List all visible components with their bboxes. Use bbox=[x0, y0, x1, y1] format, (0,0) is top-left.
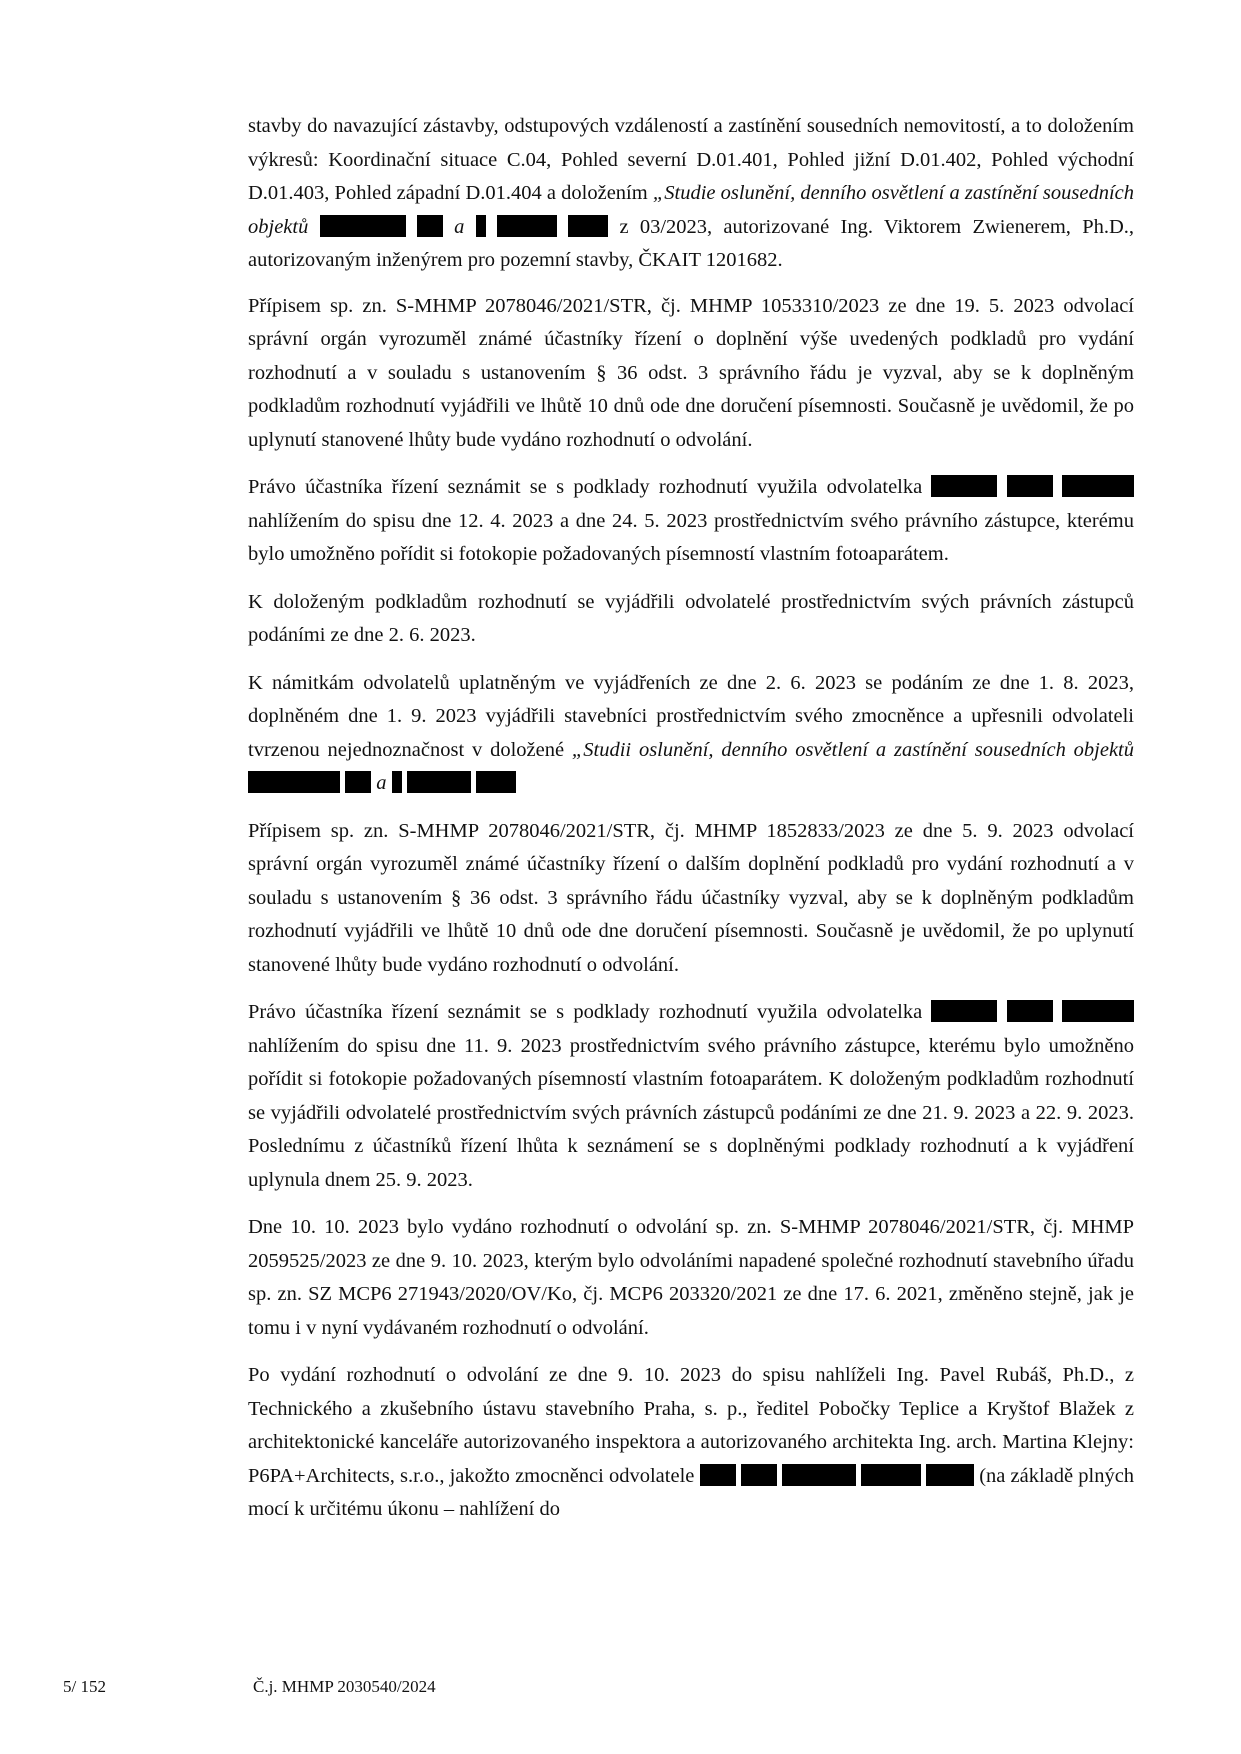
redaction bbox=[1062, 475, 1134, 497]
paragraph-2: Přípisem sp. zn. S-MHMP 2078046/2021/STR, čj. MHMP 1053310/2023 ze dne 19. 5. 2023 odvolací správní orgán vyrozuměl známé účastníky řízení o doplnění výše uvedených podkladů pro vydání rozhodnutí a v souladu s ustanovením § 36 odst. 3 správního řádu je vyzval, aby se k doplněným podkladům rozhodnutí vyjádřili ve lhůtě 10 dnů ode dne doručení písemnosti. Současně je uvědomil, že po uplynutí stanovené lhůty bude vydáno rozhodnutí o odvolání. bbox=[248, 294, 1134, 451]
paragraph-6: Přípisem sp. zn. S-MHMP 2078046/2021/STR, čj. MHMP 1852833/2023 ze dne 5. 9. 2023 odvolací správní orgán vyrozuměl známé účastníky řízení o dalším doplnění podkladů pro vydání rozhodnutí a v souladu s ustanovením § 36 odst. 3 správního řádu účastníky vyzval, aby se k doplněným podkladům rozhodnutí vyjádřili ve lhůtě 10 dnů ode dne doručení písemnosti. Současně je uvědomil, že po uplynutí stanovené lhůty bude vydáno rozhodnutí o odvolání. bbox=[248, 819, 1134, 976]
paragraph-7-text-end: nahlížením do spisu dne 11. 9. 2023 prostřednictvím svého právního zástupce, kterému bylo umožněno pořídit si fotokopie požadovaných písemností vlastním fotoaparátem. K doloženým podkladům rozhodnutí se vyjádřili odvolatelé prostřednictvím svých právních zástupců podáními ze dne 21. 9. 2023 a 22. 9. 2023. Poslednímu z účastníků řízení lhůta k seznámení se s doplněnými podklady rozhodnutí a k vyjádření uplynula dnem 25. 9. 2023. bbox=[248, 1034, 1134, 1191]
study-title: „Studii oslunění, denního osvětlení a zastínění sousedních objektů bbox=[571, 738, 1134, 761]
page-number: 5/ 152 bbox=[63, 1677, 106, 1696]
document-body bbox=[248, 110, 1134, 1541]
document-reference: Č.j. MHMP 2030540/2024 bbox=[253, 1677, 436, 1696]
paragraph-7 bbox=[248, 996, 1134, 1197]
redaction bbox=[320, 215, 406, 237]
paragraph-9-text-end: (na základě plných mocí k určitému úkonu – nahlížení do bbox=[248, 1464, 1135, 1520]
paragraph-3-text: Právo účastníka řízení seznámit se s podklady rozhodnutí využila odvolatelka bbox=[248, 476, 923, 498]
paragraph-4: K doloženým podkladům rozhodnutí se vyjádřili odvolatelé prostřednictvím svých právních zástupců podáními ze dne 2. 6. 2023. bbox=[248, 590, 1134, 646]
paragraph-8: Dne 10. 10. 2023 bylo vydáno rozhodnutí o odvolání sp. zn. S-MHMP 2078046/2021/STR, čj. MHMP 2059525/2023 ze dne 9. 10. 2023, kterým bylo odvoláními napadené společné rozhodnutí stavebního úřadu sp. zn. SZ MCP6 271943/2020/OV/Ko, čj. MCP6 203320/2021 ze dne 17. 6. 2021, změněno stejně, jak je tomu i v nyní vydávaném rozhodnutí o odvolání. bbox=[248, 1216, 1134, 1339]
redaction bbox=[1062, 1000, 1134, 1022]
redaction bbox=[345, 771, 371, 793]
redaction bbox=[1007, 475, 1053, 497]
redaction bbox=[926, 1464, 974, 1486]
paragraph-9 bbox=[248, 1359, 1134, 1527]
redaction bbox=[392, 771, 402, 793]
paragraph-5-text: K námitkám odvolatelů uplatněným ve vyjádřeních ze dne 2. 6. 2023 se podáním ze dne 1. 8. 2023, doplněném dne 1. 9. 2023 vyjádřili stavebníci prostřednictvím svého zmocněnce a upřesnili odvolateli tvrzenou nejednoznačnost v doložené bbox=[248, 671, 1134, 761]
paragraph-3-text-end: nahlížením do spisu dne 12. 4. 2023 a dne 24. 5. 2023 prostřednictvím svého právního zástupce, kterému bylo umožněno pořídit si fotokopie požadovaných písemností vlastním fotoaparátem. bbox=[248, 509, 1134, 565]
redaction bbox=[248, 771, 340, 793]
redaction bbox=[782, 1464, 856, 1486]
redaction bbox=[700, 1464, 736, 1486]
redaction bbox=[1007, 1000, 1053, 1022]
redaction bbox=[741, 1464, 777, 1486]
redaction bbox=[417, 215, 443, 237]
paragraph-3 bbox=[248, 471, 1134, 572]
redaction bbox=[497, 215, 557, 237]
redaction bbox=[931, 475, 997, 497]
redaction bbox=[407, 771, 471, 793]
paragraph-1-text-end: z 03/2023, autorizované Ing. Viktorem Zwienerem, Ph.D., autorizovaným inženýrem pro pozemní stavby, ČKAIT 1201682. bbox=[248, 215, 1135, 271]
paragraph-9-text: Po vydání rozhodnutí o odvolání ze dne 9. 10. 2023 do spisu nahlíželi Ing. Pavel Rubáš, Ph.D., z Technického a zkušebního ústavu stavebního Praha, s. p., ředitel Pobočky Teplice a Kryštof Blažek z architektonické kanceláře autorizovaného inspektora a autorizovaného architekta Ing. arch. Martina Klejny: P6PA+Architects, s.r.o., jakožto zmocněnci odvolatele bbox=[248, 1364, 1134, 1487]
redaction bbox=[476, 215, 486, 237]
study-title: „Studie oslunění, denního osvětlení a zastínění sousedních objektů bbox=[248, 182, 1134, 238]
redaction bbox=[931, 1000, 997, 1022]
redaction bbox=[861, 1464, 921, 1486]
redaction bbox=[476, 771, 516, 793]
paragraph-7-text: Právo účastníka řízení seznámit se s podklady rozhodnutí využila odvolatelka bbox=[248, 1001, 923, 1023]
paragraph-1 bbox=[248, 110, 1134, 278]
paragraph-5 bbox=[248, 667, 1134, 801]
redaction bbox=[568, 215, 608, 237]
study-title-conjunction: a bbox=[454, 215, 465, 238]
paragraph-1-text: stavby do navazující zástavby, odstupových vzdáleností a zastínění sousedních nemovitostí, a to doložením výkresů: Koordinační situace C.04, Pohled severní D.01.401, Pohled jižní D.01.402, Pohled východní D.01.403, Pohled západní D.01.404 a doložením bbox=[248, 115, 1134, 204]
study-title-conjunction: a bbox=[376, 772, 387, 794]
